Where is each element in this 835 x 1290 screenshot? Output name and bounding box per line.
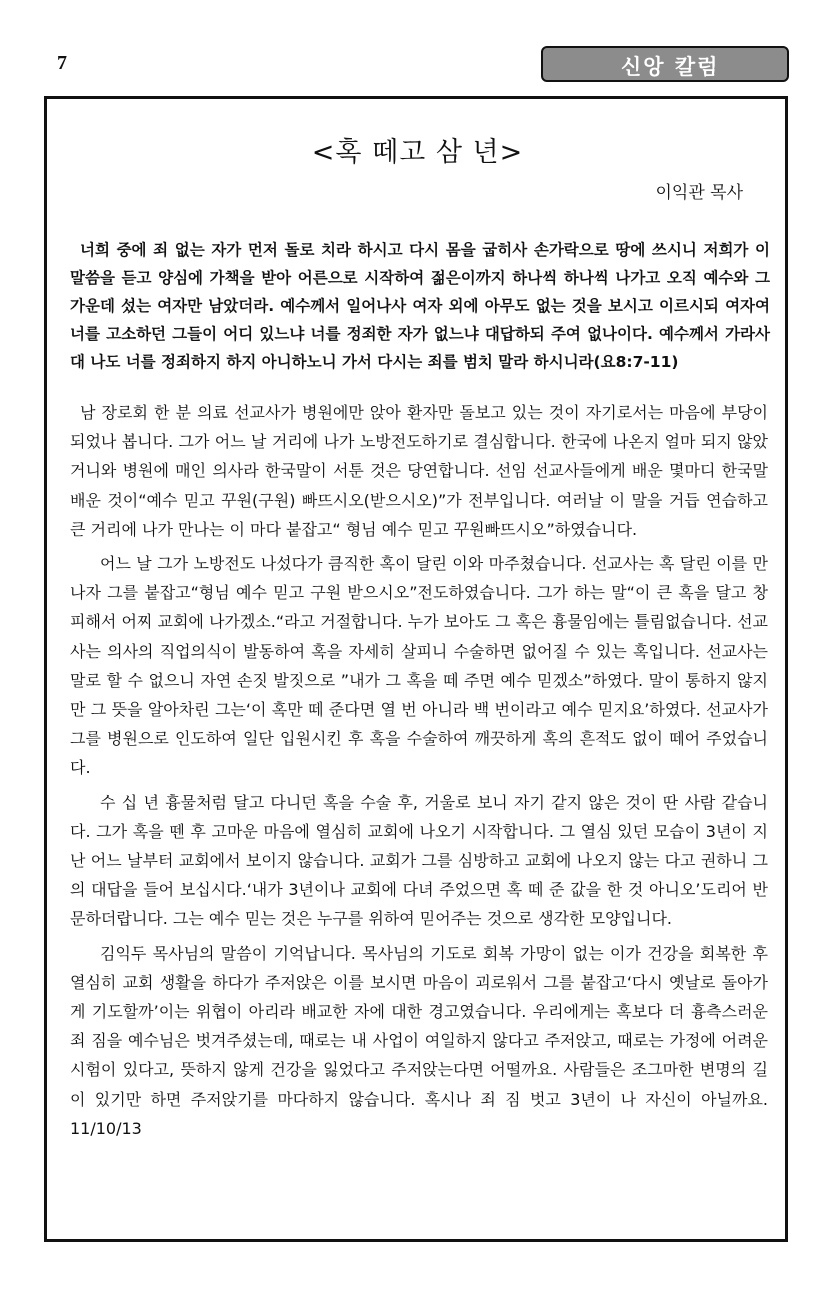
scripture-passage: 너희 중에 죄 없는 자가 먼저 돌로 치라 하시고 다시 몸을 굽히사 손가락으로 땅에 쓰시니 저희가 이 말씀을 듣고 양심에 가책을 받아 어른으로 시작하여 젊은이까지 하나씩 하나씩 나가고 오직 예수와 그 가운데 섰는 여자만 남았더라. 예수께서 일어나사 여자 외에 아무도 없는 것을 보시고 이르시되 여자여 너를 고소하던 그들이 어디 있느냐 너를 정죄한 자가 없느냐 대답하되 주여 없나이다. 예수께서 가라사대 나도 너를 정죄하지 하지 아니하노니 가서 다시는 죄를 범치 말라 하시니라(요8:7-11) xyxy=(70,241,770,371)
body-paragraph: 김익두 목사님의 말씀이 기억납니다. 목사님의 기도로 회복 가망이 없는 이가 건강을 회복한 후 열심히 교회 생활을 하다가 주저앉은 이를 보시면 마음이 괴로워서 그를 붙잡고‘다시 옛날로 돌아가게 기도할까’이는 위협이 아리라 배교한 자에 대한 경고였습니다. 우리에게는 혹보다 더 흉측스러운 죄 짐을 예수님은 벗겨주셨는데, 때로는 내 사업이 여일하지 않다고 주저앉고, 때로는 가정에 어려운 시험이 있다고, 뜻하지 않게 건강을 잃었다고 주저앉는다면 어떨까요. 사람들은 조그마한 변명의 길이 있기만 하면 주저앉기를 마다하지 않습니다. 혹시나 죄 짐 벗고 3년이 나 자신이 아닐까요. 11/10/13 xyxy=(70,943,768,1138)
body-paragraph: 수 십 년 흉물처럼 달고 다니던 혹을 수술 후, 거울로 보니 자기 같지 않은 것이 딴 사람 같습니다. 그가 혹을 뗀 후 고마운 마음에 열심히 교회에 나오기 시작합니다. 그 열심 있던 모습이 3년이 지난 어느 날부터 교회에서 보이지 않습니다. 교회가 그를 심방하고 교회에 나오지 않는 다고 권하니 그의 대답을 들어 보십시다.‘내가 3년이나 교회에 다녀 주었으면 혹 떼 준 값을 한 것 아니오’도리어 반문하더랍니다. 그는 예수 믿는 것은 누구를 위하여 믿어주는 것으로 생각한 모양입니다. xyxy=(70,792,768,929)
article-body xyxy=(70,398,768,1148)
article-title: <혹 떼고 삼 년> xyxy=(311,137,524,168)
body-paragraph: 남 장로회 한 분 의료 선교사가 병원에만 앉아 환자만 돌보고 있는 것이 자기로서는 마음에 부당이 되었나 봅니다. 그가 어느 날 거리에 나가 노방전도하기로 결심합니다. 한국에 나온지 얼마 되지 않았거니와 병원에 매인 의사라 한국말이 서툰 것은 당연합니다. 선임 선교사들에게 배운 몇마디 한국말 배운 것이“예수 믿고 꾸원(구원) 빠뜨시오(받으시오)”가 전부입니다. 여러날 이 말을 거듭 연습하고 큰 거리에 나가 만나는 이 마다 붙잡고“ 형님 예수 믿고 꾸원빠뜨시오”하였습니다. xyxy=(70,403,768,539)
article-author: 이익관 목사 xyxy=(655,183,743,203)
body-paragraph: 어느 날 그가 노방전도 나섰다가 큼직한 혹이 달린 이와 마주쳤습니다. 선교사는 혹 달린 이를 만나자 그를 붙잡고“형님 예수 믿고 구원 받으시오”전도하였습니다. 그가 하는 말“이 큰 혹을 달고 창피해서 어찌 교회에 나가겠소.“라고 거절합니다. 누가 보아도 그 혹은 흉물임에는 틀림없습니다. 선교사는 의사의 직업의식이 발동하여 혹을 자세히 살피니 수술하면 없어질 수 있는 혹입니다. 선교사는 말로 할 수 없으니 자연 손짓 발짓으로 ”내가 그 혹을 떼 주면 예수 믿겠소”하였다. 말이 통하지 않지만 그 뜻을 알아차린 그는‘이 혹만 떼 준다면 열 번 아니라 백 번이라고 예수 믿지요’하였다. 선교사가 그를 병원으로 인도하여 일단 입원시킨 후 혹을 수술하여 깨끗하게 혹의 흔적도 없이 떼어 주었습니다. xyxy=(70,554,768,778)
section-label: 신앙 칼럼 xyxy=(621,55,720,79)
section-tab xyxy=(541,46,789,82)
page-number: 7 xyxy=(57,52,67,74)
